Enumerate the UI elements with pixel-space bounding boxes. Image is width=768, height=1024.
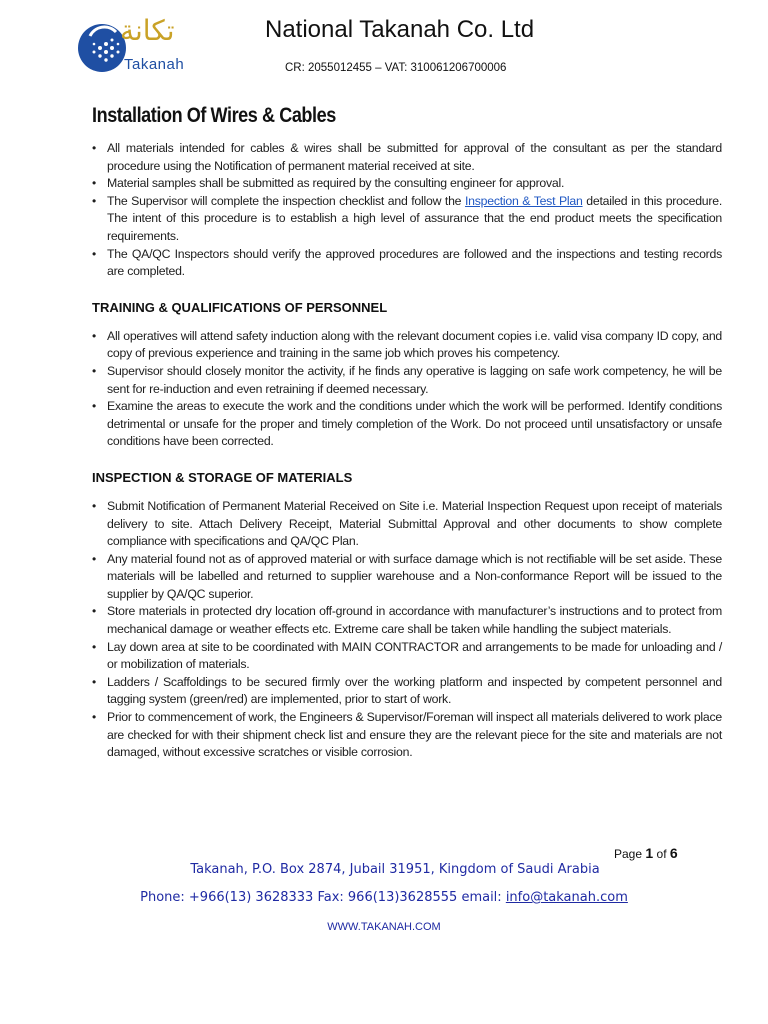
footer-phone-fax: Phone: +966(13) 3628333 Fax: 966(13)3628555 email:: [140, 890, 506, 905]
footer-website[interactable]: WWW.TAKANAH.COM: [327, 921, 441, 933]
list-item: • Ladders / Scaffoldings to be secured firmly over the working platform and inspected by competent personnel and tagging system (green/red) are implemented, prior to start of work.: [92, 674, 722, 709]
list-item: • Any material found not as of approved material or with surface damage which is not rectifiable will be set aside. These materials will be labelled and returned to supplier warehouse and a Non-conformance Report will be issued to the supplier by QA/QC superior.: [92, 551, 722, 604]
footer-address: Takanah, P.O. Box 2874, Jubail 31951, Kingdom of Saudi Arabia: [190, 862, 600, 877]
list-item: • Lay down area at site to be coordinated with MAIN CONTRACTOR and arrangements to be made for unloading and / or mobilization of materials.: [92, 639, 722, 674]
footer-contact: [0, 890, 768, 905]
list-item: • Supervisor should closely monitor the activity, if he finds any operative is lagging on safe work competency, he will be sent for re-induction and even retraining if deemed necessary.: [92, 363, 722, 398]
list-item: • All operatives will attend safety induction along with the relevant document copies i.e. valid visa company ID copy, and copy of previous experience and training in the same job which proves his competency.: [92, 328, 722, 363]
training-bullet-list: [92, 328, 722, 451]
list-item-text: detailed in this procedure. The intent of this procedure is to establish a high level of assurance that the end product meets the specification requirements.: [107, 193, 722, 243]
page-number: [614, 845, 678, 861]
company-name: National Takanah Co. Ltd: [265, 16, 535, 43]
company-logo: [76, 14, 226, 80]
list-item: [92, 193, 722, 246]
logo-arabic-wordmark: تكانة: [120, 14, 175, 47]
list-item: • All materials intended for cables & wires shall be submitted for approval of the consultant as per the standard procedure using the Notification of permanent material received at site.: [92, 140, 722, 175]
list-item: • Submit Notification of Permanent Material Received on Site i.e. Material Inspection Request upon receipt of materials delivery to site. Attach Delivery Receipt, Material Submittal Approval and other documents to show complete compliance with specifications and QA/QC Plan.: [92, 498, 722, 551]
section-heading-inspection-storage: INSPECTION & STORAGE OF MATERIALS: [92, 469, 353, 485]
document-title: Installation Of Wires & Cables: [92, 104, 336, 127]
inspection-storage-bullet-list: [92, 498, 722, 762]
current-page: 1: [645, 845, 654, 861]
list-item: • Material samples shall be submitted as required by the consulting engineer for approval.: [92, 175, 722, 193]
list-item: • Examine the areas to execute the work and the conditions under which the work will be performed. Identify conditions detrimental or unsafe for the proper and timely completion of the Work. Do not proceed until unsatisfactory or unsafe conditions have been corrected.: [92, 398, 722, 451]
registration-info: CR: 2055012455 – VAT: 310061206700006: [285, 62, 507, 74]
list-item: • Prior to commencement of work, the Engineers & Supervisor/Foreman will inspect all materials delivered to work place are checked for with their shipment check list and ensure they are the relevant piece for the site and materials are not damaged, without excessive scratches or visible corrosion.: [92, 709, 722, 762]
total-pages: 6: [669, 845, 678, 861]
page-label: Page: [614, 847, 643, 861]
intro-bullet-list: [92, 140, 722, 281]
letterhead: [0, 0, 768, 90]
section-heading-training: TRAINING & QUALIFICATIONS OF PERSONNEL: [92, 299, 388, 315]
list-item: • The QA/QC Inspectors should verify the approved procedures are followed and the inspections and testing records are completed.: [92, 246, 722, 281]
list-item-text: The Supervisor will complete the inspection checklist and follow the: [107, 193, 465, 208]
page-of-label: of: [656, 847, 667, 861]
list-item: • Store materials in protected dry location off-ground in accordance with manufacturer’s instructions and to protect from mechanical damage or weather effects etc. Extreme care shall be taken while handling the subject materials.: [92, 603, 722, 638]
inspection-test-plan-link[interactable]: Inspection & Test Plan: [464, 193, 583, 208]
document-body: [92, 104, 722, 762]
footer-email-link[interactable]: info@takanah.com: [505, 890, 628, 905]
logo-latin-wordmark: Takanah: [124, 56, 185, 73]
